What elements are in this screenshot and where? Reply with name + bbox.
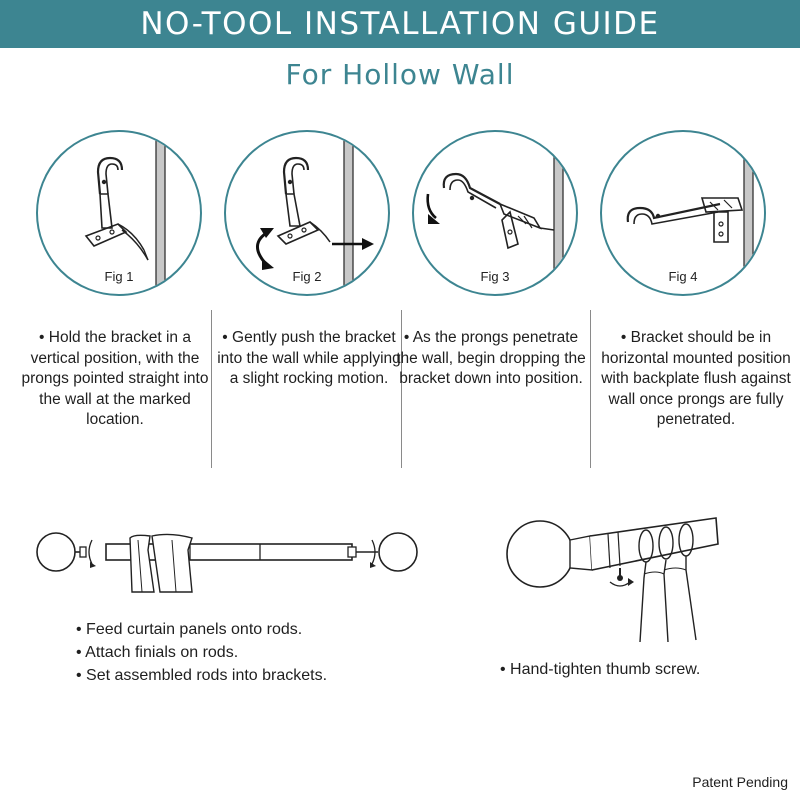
figure-label: Fig 1: [104, 269, 134, 284]
page-subtitle: For Hollow Wall: [285, 58, 515, 91]
thumb-screw-steps: [500, 658, 700, 681]
list-item: • Hand-tighten thumb screw.: [500, 658, 700, 681]
page-title: NO-TOOL INSTALLATION GUIDE: [140, 6, 660, 42]
figure-4: [600, 130, 766, 296]
figure-label: Fig 2: [292, 269, 322, 284]
figure-3: [412, 130, 578, 296]
list-item: • Feed curtain panels onto rods.: [76, 618, 327, 641]
list-item: • Attach finials on rods.: [76, 641, 327, 664]
rod-assembly-illustration: [20, 510, 430, 610]
list-item: • Set assembled rods into brackets.: [76, 664, 327, 687]
header-bar: [0, 0, 800, 48]
figure-label: Fig 4: [668, 269, 698, 284]
figure-1: [36, 130, 202, 296]
step-3-text: • As the prongs penetrate the wall, begin dropping the bracket down into position.: [396, 329, 586, 387]
step-2-text: • Gently push the bracket into the wall while applying a slight rocking motion.: [217, 329, 401, 387]
step-4-text: • Bracket should be in horizontal mounted position with backplate flush against wall once prongs are fully penetrated.: [601, 329, 791, 428]
step-1-text: • Hold the bracket in a vertical position, with the prongs pointed straight into the wall at the marked location.: [21, 329, 209, 428]
figure-label: Fig 3: [480, 269, 510, 284]
divider: [211, 310, 212, 468]
figure-2: [224, 130, 390, 296]
thumb-screw-illustration: [500, 512, 740, 642]
patent-notice: Patent Pending: [692, 774, 788, 790]
rod-assembly-steps: [76, 618, 327, 687]
divider: [590, 310, 591, 468]
